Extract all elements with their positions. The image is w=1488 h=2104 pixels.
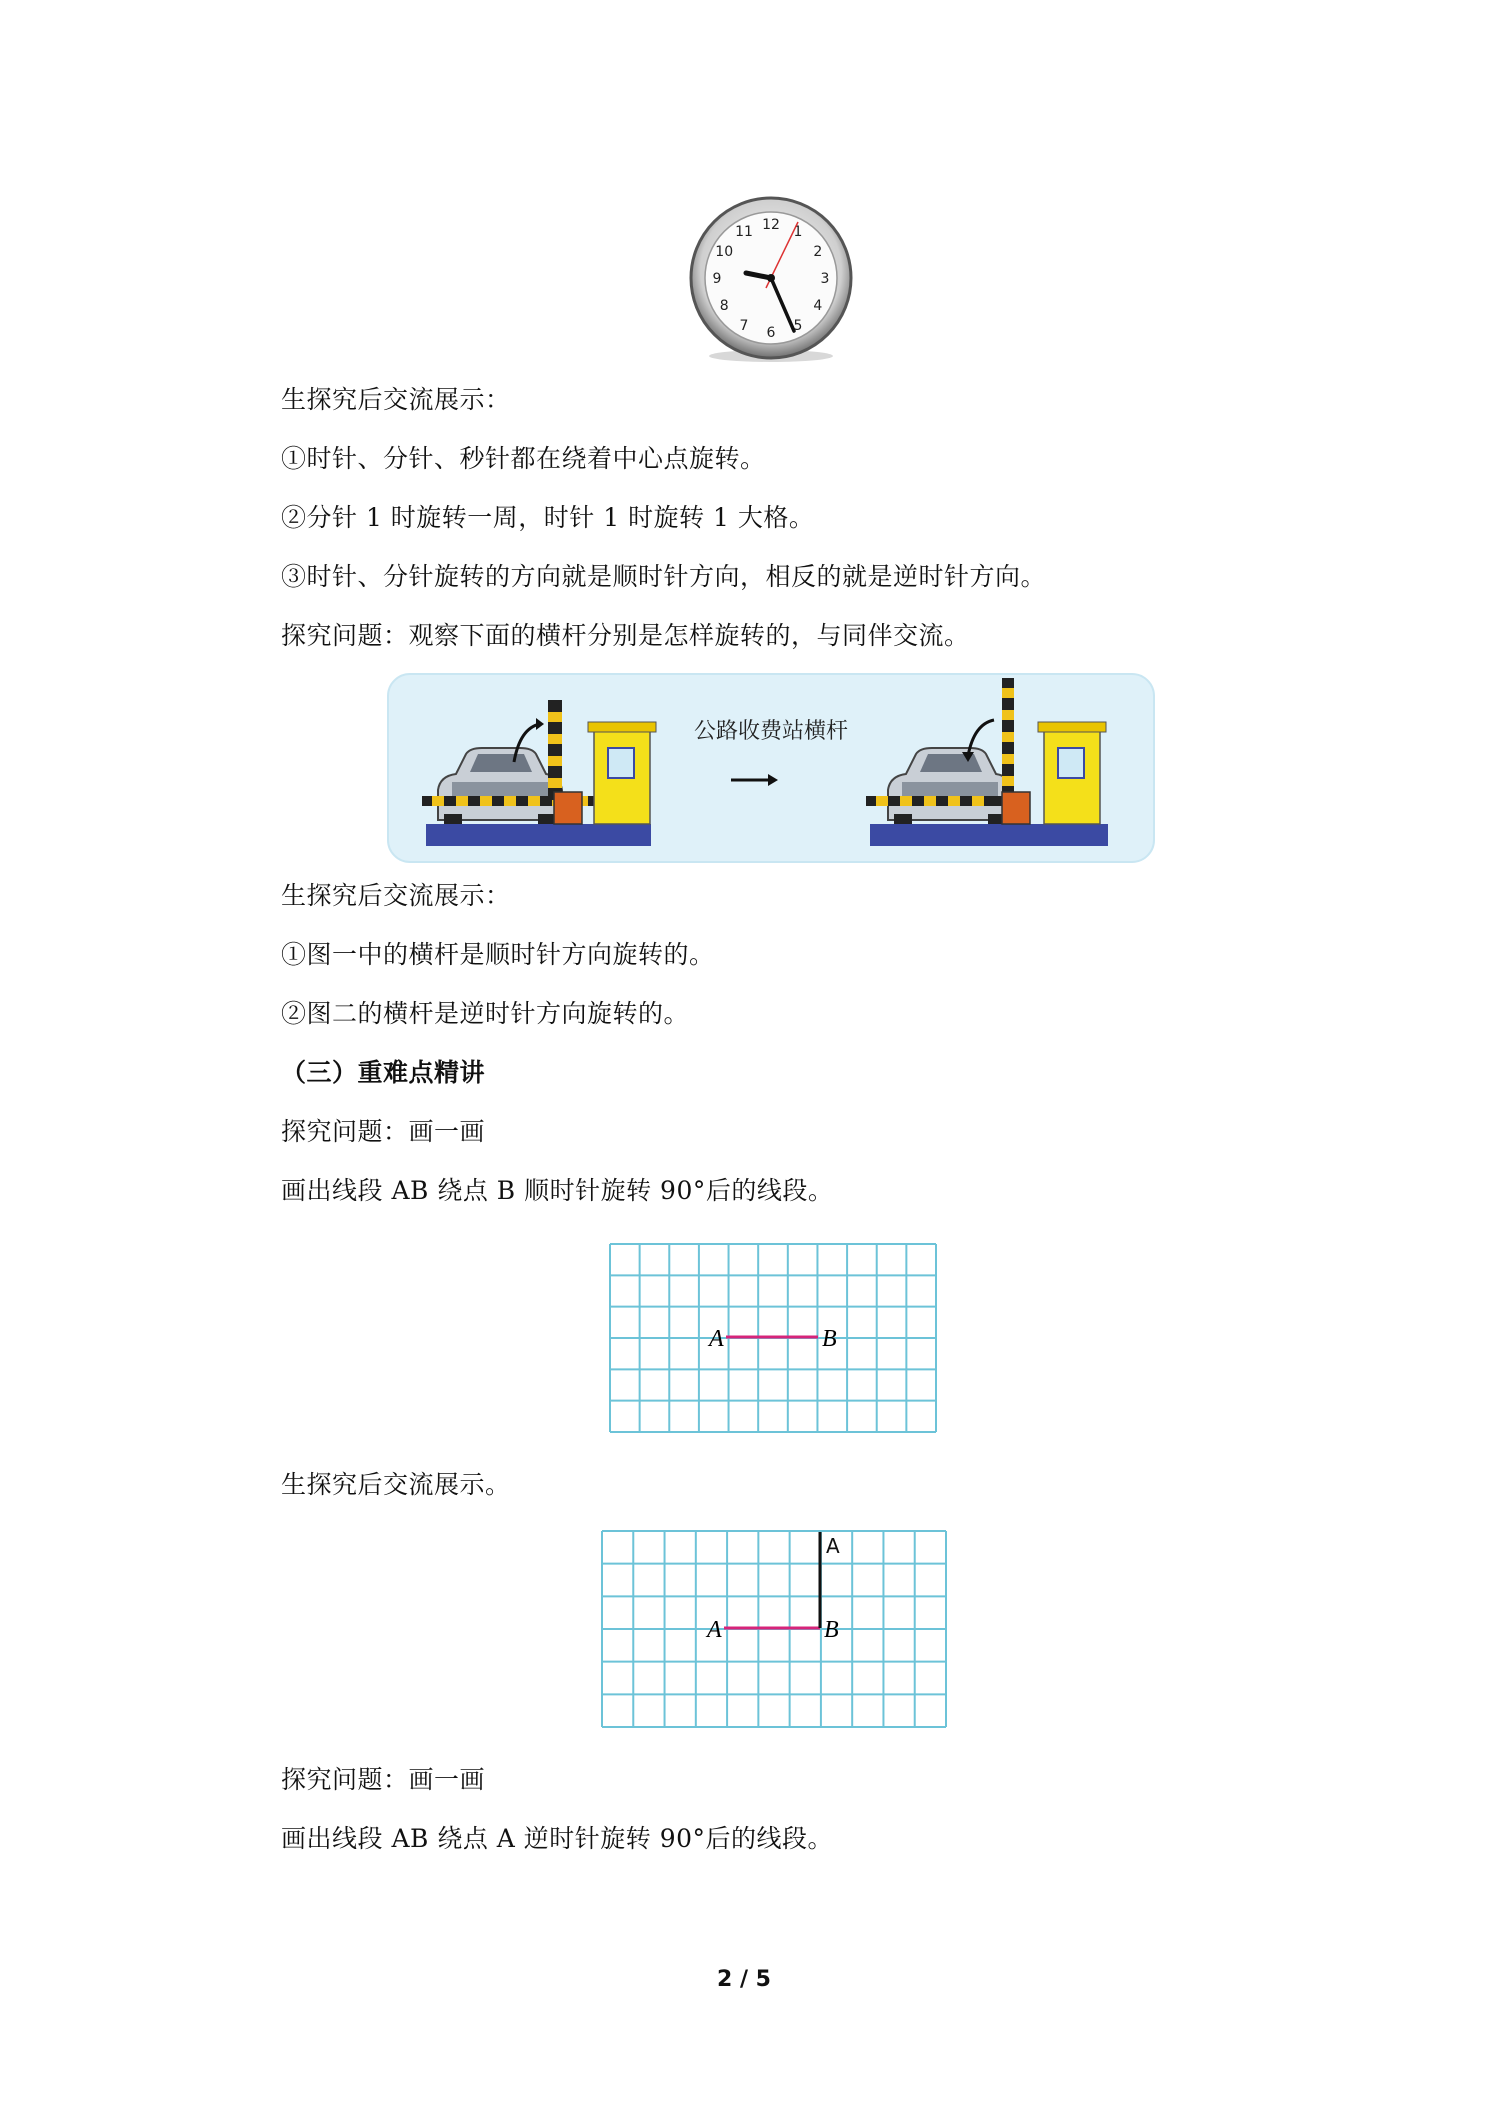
paragraph-13: 画出线段 AB 绕点 A 逆时针旋转 90°后的线段。 (281, 1824, 834, 1853)
clock-numeral: 10 (715, 244, 734, 260)
clock-numeral: 11 (735, 224, 753, 241)
clock-numeral: 3 (820, 271, 830, 287)
paragraph-10: 画出线段 AB 绕点 B 顺时针旋转 90°后的线段。 (281, 1176, 834, 1205)
label-b: B (822, 1326, 837, 1352)
label-a: A (709, 1326, 724, 1352)
clock-numeral: 6 (766, 325, 776, 341)
paragraph-9: 探究问题：画一画 (281, 1117, 486, 1146)
toll-caption: 公路收费站横杆 (694, 719, 849, 744)
clock-numeral: 9 (712, 271, 722, 287)
grid-figure-1 (606, 1240, 940, 1436)
clock-numeral: 7 (739, 317, 749, 334)
paragraph-1: 生探究后交流展示： (281, 385, 511, 414)
paragraph-2: ①时针、分针、秒针都在绕着中心点旋转。 (281, 444, 766, 473)
clock-numeral: 8 (719, 298, 729, 314)
paragraph-8: ②图二的横杆是逆时针方向旋转的。 (281, 999, 690, 1028)
label-a: A (707, 1617, 722, 1643)
clock-numeral: 5 (793, 317, 803, 334)
label-a-rotated: A (826, 1534, 840, 1558)
label-b: B (824, 1617, 839, 1643)
paragraph-12: 探究问题：画一画 (281, 1765, 486, 1794)
paragraph-11: 生探究后交流展示。 (281, 1470, 511, 1499)
toll-gate-figure (386, 672, 1156, 864)
clock-figure (686, 196, 856, 366)
paragraph-3: ②分针 1 时旋转一周，时针 1 时旋转 1 大格。 (281, 503, 815, 532)
section-heading: （三）重难点精讲 (281, 1058, 486, 1087)
page-number: 2 / 5 (717, 1967, 771, 1992)
clock-numeral: 4 (813, 298, 823, 314)
paragraph-5: 探究问题：观察下面的横杆分别是怎样旋转的，与同伴交流。 (281, 621, 970, 650)
clock-numeral: 12 (762, 217, 780, 233)
clock-numeral: 1 (793, 224, 803, 241)
paragraph-6: 生探究后交流展示： (281, 881, 511, 910)
paragraph-7: ①图一中的横杆是顺时针方向旋转的。 (281, 940, 715, 969)
clock-numeral: 2 (813, 244, 823, 260)
grid-figure-2 (598, 1527, 950, 1731)
paragraph-4: ③时针、分针旋转的方向就是顺时针方向，相反的就是逆时针方向。 (281, 562, 1047, 591)
